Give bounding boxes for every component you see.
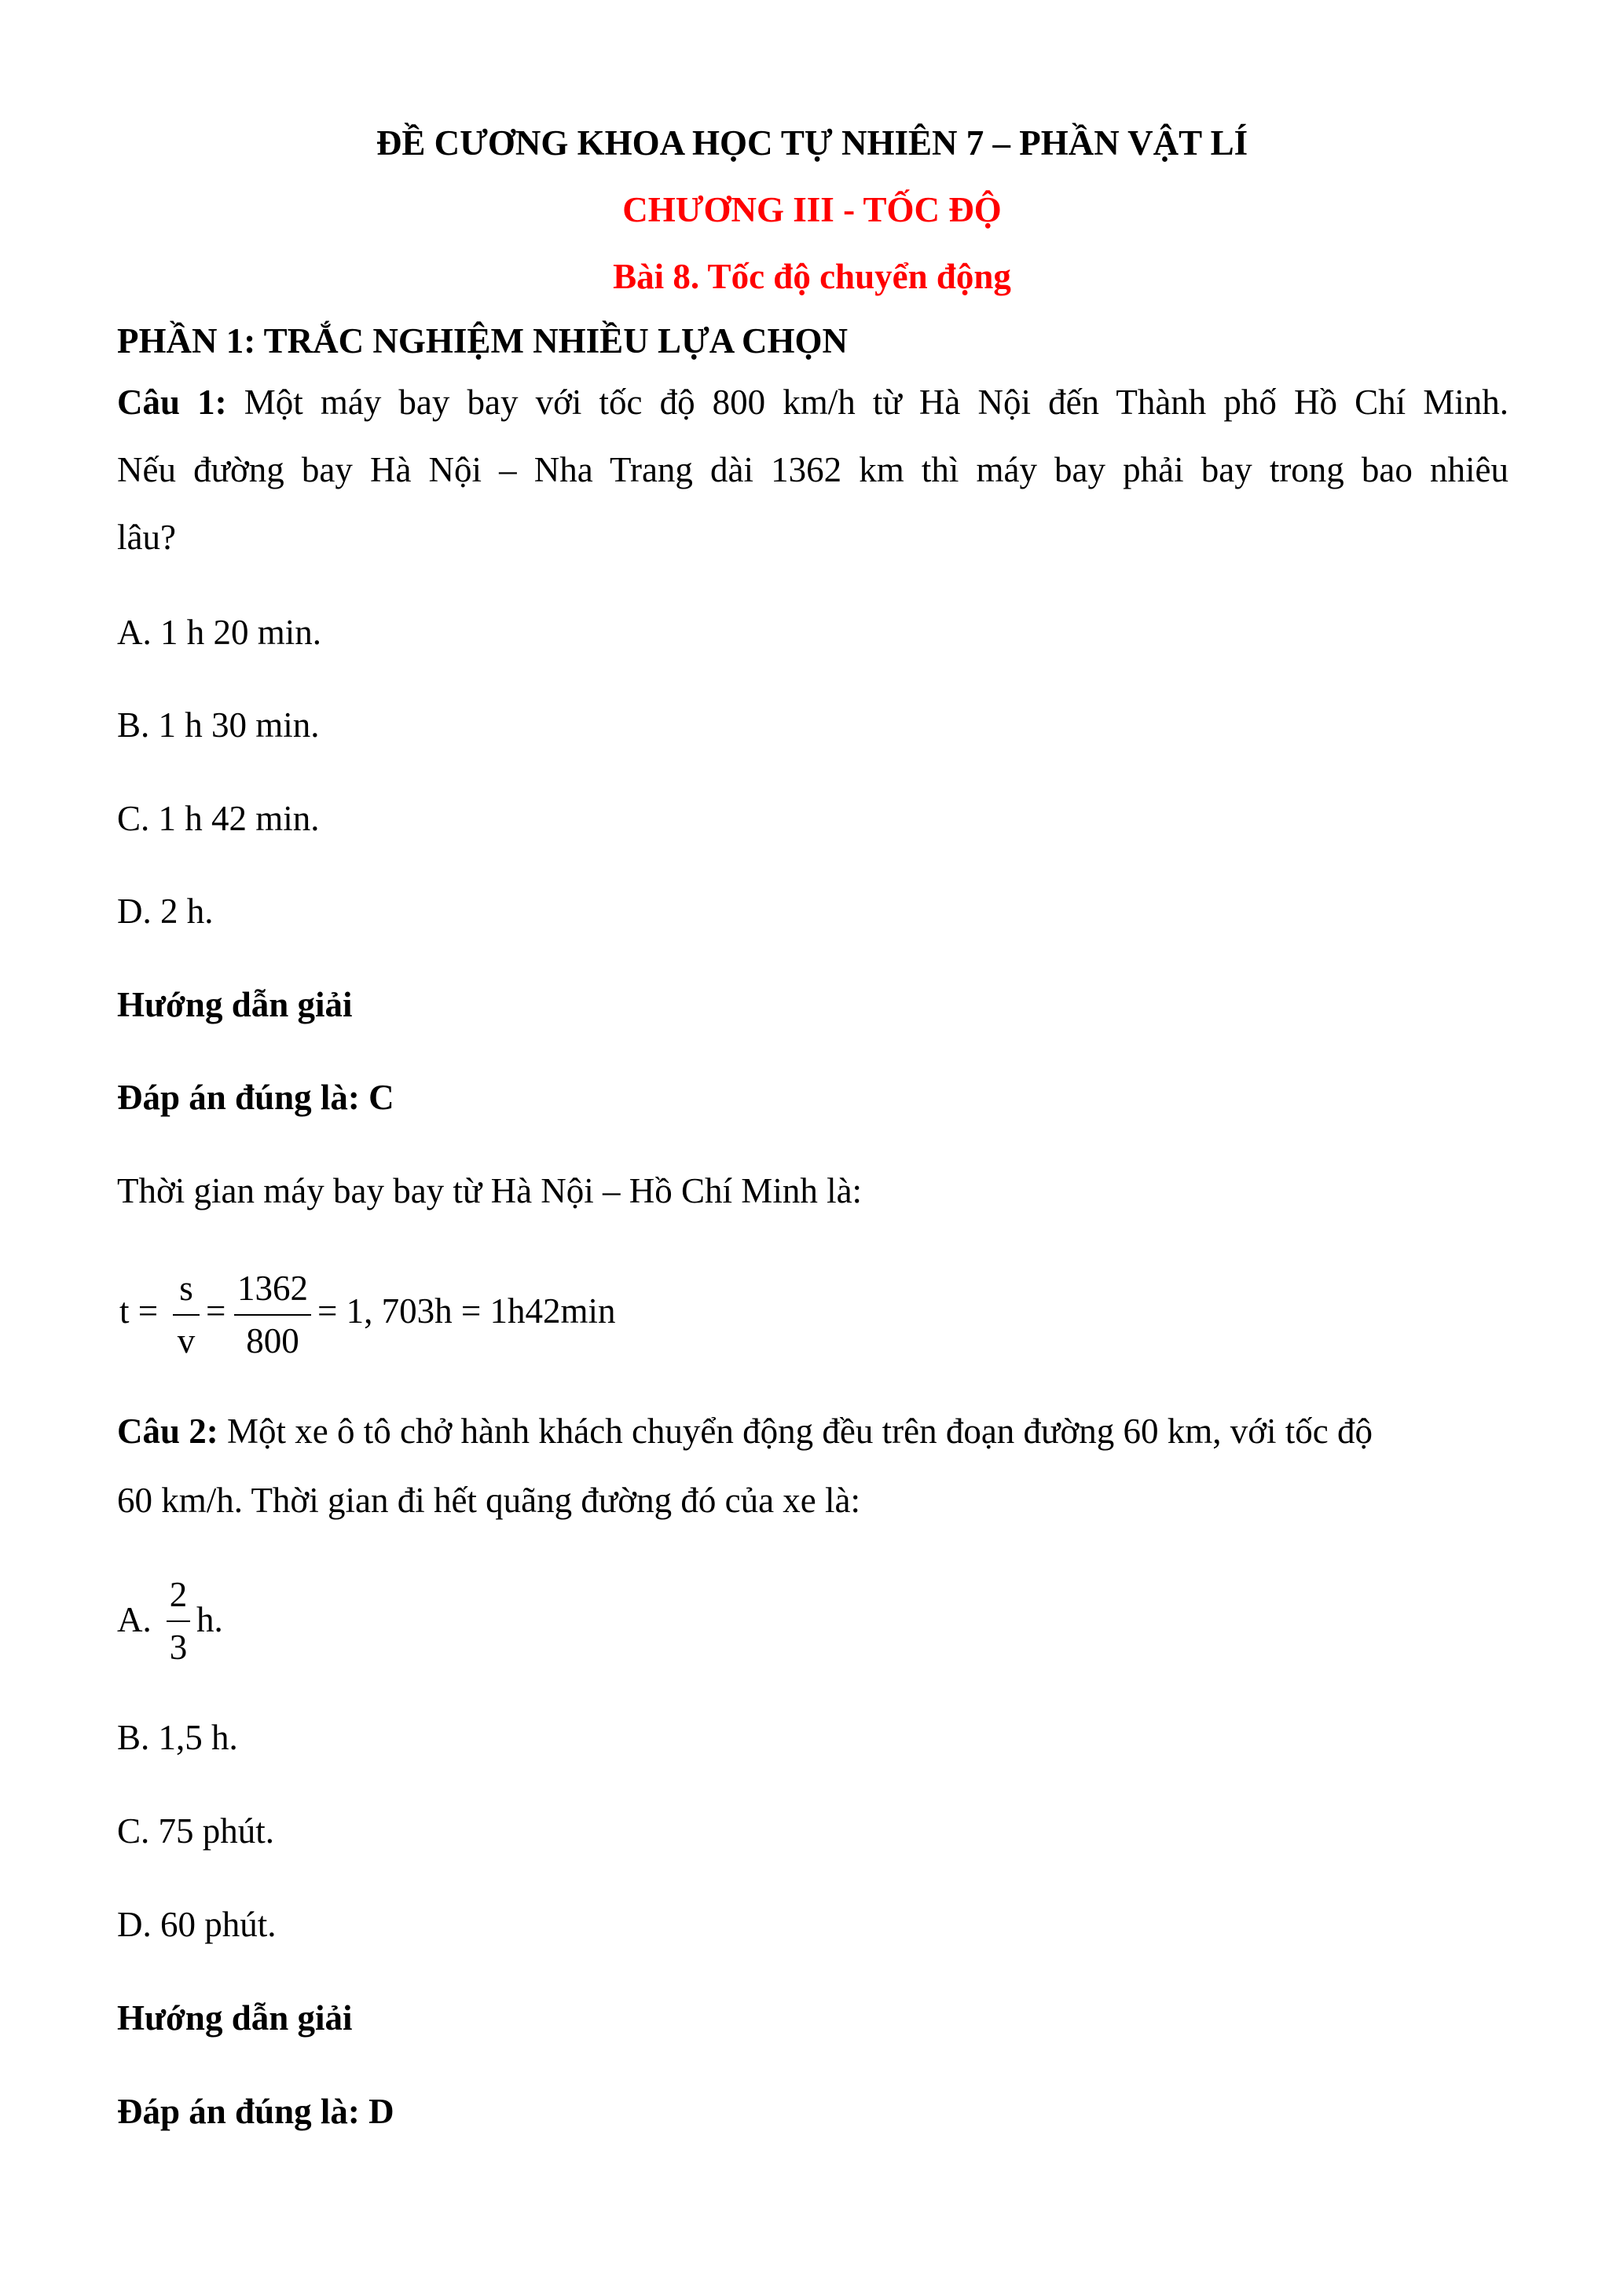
fraction-bar: [234, 1314, 311, 1316]
q1-option-c: C. 1 h 42 min.: [117, 799, 320, 838]
question-2-text: Một xe ô tô chở hành khách chuyển động đều trên đoạn đường 60 km, với tốc độ: [227, 1412, 1373, 1451]
document-title: ĐỀ CƯƠNG KHOA HỌC TỰ NHIÊN 7 – PHẦN VẬT LÍ: [376, 123, 1248, 163]
q1-answer: Đáp án đúng là: C: [117, 1078, 394, 1117]
q2-option-b: B. 1,5 h.: [117, 1718, 238, 1757]
q1-option-a: A. 1 h 20 min.: [117, 613, 322, 652]
q2-option-d: D. 60 phút.: [117, 1905, 277, 1944]
fraction-numerator: s: [179, 1269, 193, 1308]
lesson-heading: Bài 8. Tốc độ chuyển động: [613, 257, 1011, 296]
fraction-denominator: 3: [169, 1628, 188, 1667]
fraction-denominator: 800: [246, 1321, 299, 1360]
formula-equals: =: [206, 1291, 226, 1331]
formula-lhs: t =: [119, 1291, 159, 1331]
fraction-numerator: 1362: [237, 1269, 308, 1308]
q2-option-c: C. 75 phút.: [117, 1811, 275, 1851]
section-heading: PHẦN 1: TRẮC NGHIỆM NHIỀU LỰA CHỌN: [117, 321, 849, 361]
q1-explanation: Thời gian máy bay bay từ Hà Nội – Hồ Chí Minh là:: [117, 1171, 863, 1210]
chapter-heading: CHƯƠNG III - TỐC ĐỘ: [622, 190, 1002, 229]
q2-option-a-prefix: A.: [117, 1600, 152, 1639]
question-1-line-3: lâu?: [117, 518, 176, 557]
q1-option-d: D. 2 h.: [117, 892, 214, 931]
fraction-1362-over-800: [234, 1271, 311, 1359]
question-2-line-1: [117, 1414, 1373, 1449]
fraction-numerator: 2: [169, 1575, 188, 1614]
q2-guide-heading: Hướng dẫn giải: [117, 1998, 353, 2038]
question-2-line-2: 60 km/h. Thời gian đi hết quãng đường đó của xe là:: [117, 1481, 860, 1520]
fraction-2-over-3: [167, 1577, 190, 1665]
fraction-denominator: v: [177, 1321, 196, 1360]
fraction-bar: [167, 1620, 190, 1622]
question-1-line-2: Nếu đường bay Hà Nội – Nha Trang dài 1362 km thì máy bay phải bay trong bao nhiêu: [117, 450, 1509, 489]
question-1-line-1: [117, 385, 1509, 420]
q2-option-a-suffix: h.: [196, 1600, 223, 1639]
question-1-label: Câu 1:: [117, 383, 227, 422]
question-1-text: Một máy bay bay với tốc độ 800 km/h từ Hà Nội đến Thành phố Hồ Chí Minh.: [244, 383, 1509, 422]
q2-answer: Đáp án đúng là: D: [117, 2092, 394, 2131]
fraction-bar: [173, 1314, 200, 1316]
q1-option-b: B. 1 h 30 min.: [117, 705, 320, 745]
fraction-s-over-v: [173, 1271, 200, 1359]
question-2-label: Câu 2:: [117, 1412, 218, 1451]
q1-guide-heading: Hướng dẫn giải: [117, 985, 353, 1024]
formula-result: = 1, 703h = 1h42min: [317, 1291, 616, 1331]
